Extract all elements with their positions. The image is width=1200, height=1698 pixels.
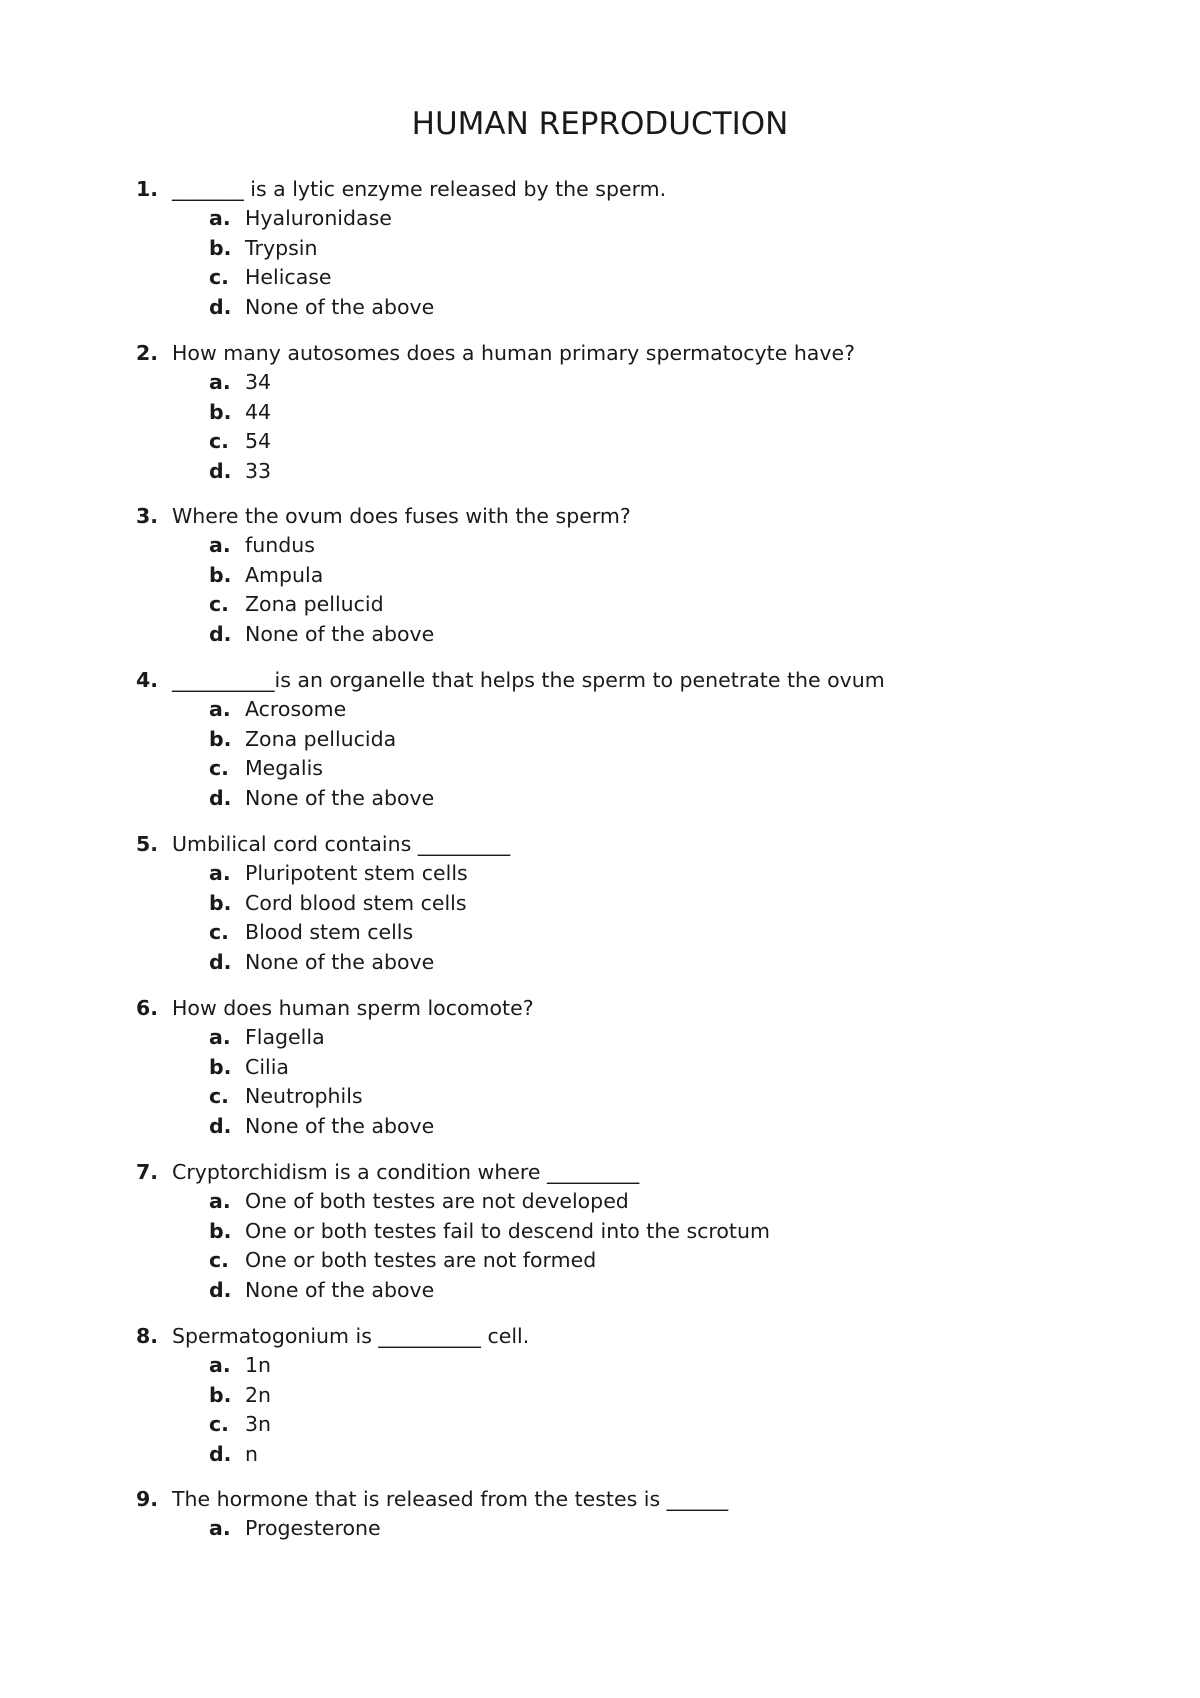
answer-option [136, 398, 1136, 428]
option-letter: a. [209, 206, 231, 230]
question-text: Umbilical cord contains _________ [172, 832, 511, 856]
answer-option [136, 1217, 1136, 1247]
option-text: fundus [245, 533, 315, 557]
option-text: Pluripotent stem cells [245, 861, 468, 885]
option-text: None of the above [245, 1278, 435, 1303]
question-stem [136, 1321, 1136, 1351]
answer-options [136, 368, 1136, 487]
option-text: 1n [245, 1353, 272, 1377]
answer-options [136, 859, 1136, 978]
question-6 [136, 993, 1136, 1142]
question-5 [136, 829, 1136, 978]
option-text: 33 [245, 459, 272, 484]
question-text: Spermatogonium is __________ cell. [172, 1324, 530, 1348]
question-text: The hormone that is released from the testes is ______ [172, 1487, 729, 1511]
option-text: Ampula [245, 562, 324, 587]
option-text: 3n [245, 1412, 272, 1437]
answer-option [136, 1053, 1136, 1083]
answer-option [136, 889, 1136, 919]
option-text: Cord blood stem cells [245, 890, 467, 915]
option-text: Helicase [245, 265, 332, 290]
question-1 [136, 174, 1136, 323]
option-text: Trypsin [245, 235, 318, 260]
answer-options [136, 1514, 1136, 1544]
question-text: How does human sperm locomote? [172, 996, 534, 1020]
answer-options [136, 695, 1136, 814]
option-text: One or both testes fail to descend into the scrotum [245, 1218, 770, 1243]
option-text: Cilia [245, 1054, 289, 1079]
option-text: Zona pellucida [245, 726, 397, 751]
option-letter: a. [209, 1353, 231, 1377]
question-text: Where the ovum does fuses with the sperm? [172, 504, 631, 528]
option-letter: d. [209, 950, 232, 975]
question-stem [136, 1484, 1136, 1514]
option-letter: c. [209, 592, 229, 617]
answer-option [136, 368, 1136, 398]
option-text: None of the above [245, 295, 435, 320]
answer-option [136, 204, 1136, 234]
option-letter: a. [209, 1025, 231, 1049]
question-number: 4. [136, 668, 159, 692]
option-letter: c. [209, 1412, 229, 1437]
question-text: Cryptorchidism is a condition where _________ [172, 1160, 640, 1184]
option-letter: a. [209, 370, 231, 394]
option-text: Hyaluronidase [245, 206, 392, 230]
answer-option [136, 531, 1136, 561]
answer-option [136, 1276, 1136, 1306]
option-letter: c. [209, 429, 229, 454]
answer-option [136, 918, 1136, 948]
option-letter: a. [209, 533, 231, 557]
answer-options [136, 1351, 1136, 1470]
answer-option [136, 457, 1136, 487]
option-text: None of the above [245, 1114, 435, 1139]
answer-option [136, 948, 1136, 978]
option-text: One of both testes are not developed [245, 1189, 629, 1213]
option-letter: c. [209, 756, 229, 781]
answer-option [136, 1187, 1136, 1217]
question-stem [136, 993, 1136, 1023]
answer-options [136, 204, 1136, 323]
option-letter: c. [209, 920, 229, 945]
option-letter: a. [209, 697, 231, 721]
option-letter: d. [209, 786, 232, 811]
question-stem [136, 829, 1136, 859]
option-text: None of the above [245, 622, 435, 647]
page-title: HUMAN REPRODUCTION [411, 106, 789, 142]
question-number: 9. [136, 1487, 159, 1511]
option-text: Zona pellucid [245, 592, 384, 617]
option-letter: a. [209, 1189, 231, 1213]
option-letter: d. [209, 1114, 232, 1139]
option-text: Neutrophils [245, 1084, 363, 1109]
answer-option [136, 1246, 1136, 1276]
option-letter: a. [209, 1516, 231, 1540]
answer-option [136, 620, 1136, 650]
answer-option [136, 1514, 1136, 1544]
option-letter: d. [209, 622, 232, 647]
option-letter: b. [209, 235, 232, 260]
option-text: Acrosome [245, 697, 347, 721]
answer-option [136, 725, 1136, 755]
option-letter: b. [209, 562, 232, 587]
question-stem [136, 501, 1136, 531]
answer-option [136, 1112, 1136, 1142]
question-text: How many autosomes does a human primary spermatocyte have? [172, 341, 855, 365]
question-text: _______ is a lytic enzyme released by the sperm. [172, 177, 667, 201]
answer-option [136, 1351, 1136, 1381]
question-stem [136, 338, 1136, 368]
option-text: 2n [245, 1382, 272, 1407]
option-letter: a. [209, 861, 231, 885]
answer-option [136, 784, 1136, 814]
answer-option [136, 1440, 1136, 1470]
question-2 [136, 338, 1136, 487]
option-letter: c. [209, 265, 229, 290]
answer-option [136, 1381, 1136, 1411]
option-letter: c. [209, 1248, 229, 1273]
option-letter: b. [209, 399, 232, 424]
question-3 [136, 501, 1136, 650]
answer-option [136, 695, 1136, 725]
question-stem [136, 1157, 1136, 1187]
question-stem [136, 665, 1136, 695]
answer-option [136, 859, 1136, 889]
question-8 [136, 1321, 1136, 1470]
question-text: __________is an organelle that helps the sperm to penetrate the ovum [172, 668, 885, 692]
option-text: None of the above [245, 786, 435, 811]
option-letter: d. [209, 1442, 232, 1467]
option-text: Flagella [245, 1025, 325, 1049]
option-text: Blood stem cells [245, 920, 414, 945]
option-letter: b. [209, 1382, 232, 1407]
answer-option [136, 1082, 1136, 1112]
answer-option [136, 754, 1136, 784]
option-text: 34 [245, 370, 272, 394]
question-number: 5. [136, 832, 159, 856]
option-letter: b. [209, 890, 232, 915]
answer-option [136, 263, 1136, 293]
answer-option [136, 234, 1136, 264]
option-letter: c. [209, 1084, 229, 1109]
option-letter: d. [209, 459, 232, 484]
option-text: Megalis [245, 756, 323, 781]
option-text: n [245, 1442, 258, 1467]
option-text: 54 [245, 429, 272, 454]
option-text: 44 [245, 399, 272, 424]
question-number: 1. [136, 177, 159, 201]
answer-option [136, 561, 1136, 591]
option-letter: d. [209, 1278, 232, 1303]
option-text: Progesterone [245, 1516, 381, 1540]
answer-options [136, 1187, 1136, 1306]
question-number: 7. [136, 1160, 159, 1184]
question-number: 8. [136, 1324, 159, 1348]
answer-option [136, 427, 1136, 457]
answer-option [136, 293, 1136, 323]
answer-options [136, 1023, 1136, 1142]
question-4 [136, 665, 1136, 814]
answer-options [136, 531, 1136, 650]
question-9 [136, 1484, 1136, 1544]
question-number: 3. [136, 504, 159, 528]
answer-option [136, 1410, 1136, 1440]
option-letter: b. [209, 1218, 232, 1243]
question-number: 6. [136, 996, 159, 1020]
question-number: 2. [136, 341, 159, 365]
answer-option [136, 1023, 1136, 1053]
question-stem [136, 174, 1136, 204]
option-text: One or both testes are not formed [245, 1248, 597, 1273]
question-7 [136, 1157, 1136, 1306]
option-letter: d. [209, 295, 232, 320]
option-letter: b. [209, 1054, 232, 1079]
answer-option [136, 590, 1136, 620]
option-letter: b. [209, 726, 232, 751]
option-text: None of the above [245, 950, 435, 975]
